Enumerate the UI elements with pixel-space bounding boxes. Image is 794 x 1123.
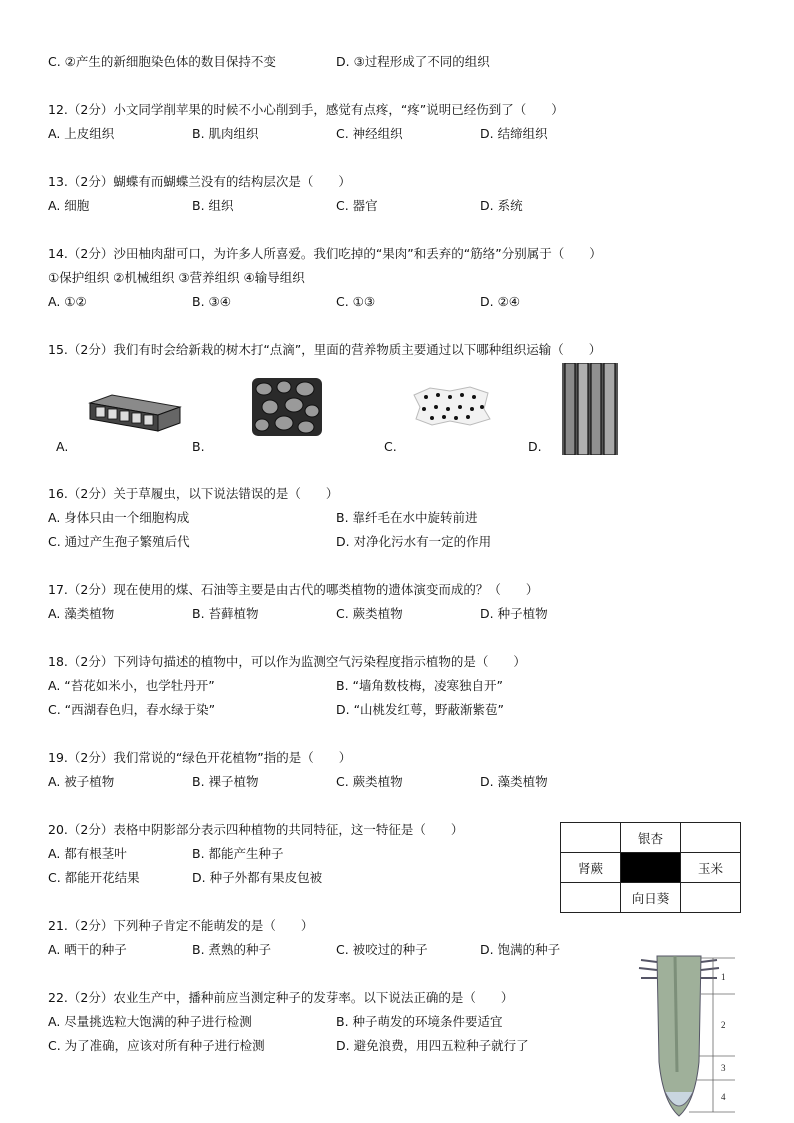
q22-option-c[interactable]: C. 为了准确，应该对所有种子进行检测 xyxy=(48,1038,265,1053)
q20-option-c[interactable]: C. 都能开花结果 xyxy=(48,870,140,885)
root-zone-label-3: 3 xyxy=(721,1063,726,1073)
q14-stem: 14.（2分）沙田柚肉甜可口，为许多人所喜爱。我们吃掉的“果肉”和丢弃的“筋络”分别属于（ ） xyxy=(48,246,602,261)
table-cell-sunflower: 向日葵 xyxy=(621,883,681,913)
tissue-image-b xyxy=(250,375,325,440)
q18-option-b[interactable]: B. “墙角数枝梅，凌寒独自开” xyxy=(336,678,503,693)
q13-option-b[interactable]: B. 组织 xyxy=(192,198,234,213)
table-cell-shaded xyxy=(621,853,681,883)
q19-option-a[interactable]: A. 被子植物 xyxy=(48,774,115,789)
q15-option-d[interactable]: D. xyxy=(528,439,542,454)
q18-option-a[interactable]: A. “苔花如米小，也学牡丹开” xyxy=(48,678,215,693)
table-cell-fern: 肾蕨 xyxy=(561,853,621,883)
tissue-image-a xyxy=(88,385,183,435)
q11-option-d: D. ③过程形成了不同的组织 xyxy=(336,54,490,69)
q19-option-c[interactable]: C. 蕨类植物 xyxy=(336,774,403,789)
q18-option-d[interactable]: D. “山桃发红萼，野蔽渐紫苞” xyxy=(336,702,505,717)
q12-option-a[interactable]: A. 上皮组织 xyxy=(48,126,115,141)
q12-option-b[interactable]: B. 肌肉组织 xyxy=(192,126,259,141)
q20-stem: 20.（2分）表格中阴影部分表示四种植物的共同特征，这一特征是（ ） xyxy=(48,822,464,837)
q16-option-d[interactable]: D. 对净化污水有一定的作用 xyxy=(336,534,492,549)
q19-option-b[interactable]: B. 裸子植物 xyxy=(192,774,259,789)
q20-option-d[interactable]: D. 种子外都有果皮包被 xyxy=(192,870,323,885)
q13-option-c[interactable]: C. 器官 xyxy=(336,198,378,213)
q21-option-b[interactable]: B. 煮熟的种子 xyxy=(192,942,272,957)
q13-option-d[interactable]: D. 系统 xyxy=(480,198,523,213)
q17-option-b[interactable]: B. 苔藓植物 xyxy=(192,606,259,621)
plant-feature-table xyxy=(560,822,741,913)
q14-option-a[interactable]: A. ①② xyxy=(48,294,87,309)
q16-stem: 16.（2分）关于草履虫，以下说法错误的是（ ） xyxy=(48,486,339,501)
q12-stem: 12.（2分）小文同学削苹果的时候不小心削到手，感觉有点疼，“疼”说明已经伤到了（ ） xyxy=(48,102,564,117)
q20-option-b[interactable]: B. 都能产生种子 xyxy=(192,846,284,861)
tissue-image-d xyxy=(562,363,618,455)
table-cell-empty xyxy=(561,883,621,913)
table-cell-empty xyxy=(681,883,741,913)
q14-tissue-list: ①保护组织 ②机械组织 ③营养组织 ④输导组织 xyxy=(48,270,305,285)
q22-stem: 22.（2分）农业生产中，播种前应当测定种子的发芽率。以下说法正确的是（ ） xyxy=(48,990,514,1005)
q13-option-a[interactable]: A. 细胞 xyxy=(48,198,90,213)
q15-option-a[interactable]: A. xyxy=(56,439,69,454)
table-cell-corn: 玉米 xyxy=(681,853,741,883)
q18-stem: 18.（2分）下列诗句描述的植物中，可以作为监测空气污染程度指示植物的是（ ） xyxy=(48,654,526,669)
q12-option-c[interactable]: C. 神经组织 xyxy=(336,126,403,141)
q17-option-d[interactable]: D. 种子植物 xyxy=(480,606,548,621)
q22-option-d[interactable]: D. 避免浪费，用四五粒种子就行了 xyxy=(336,1038,529,1053)
q15-stem: 15.（2分）我们有时会给新栽的树木打“点滴”，里面的营养物质主要通过以下哪种组织运输（ ） xyxy=(48,342,602,357)
q16-option-a[interactable]: A. 身体只由一个细胞构成 xyxy=(48,510,190,525)
q14-option-b[interactable]: B. ③④ xyxy=(192,294,231,309)
q21-option-a[interactable]: A. 晒干的种子 xyxy=(48,942,127,957)
q16-option-b[interactable]: B. 靠纤毛在水中旋转前进 xyxy=(336,510,478,525)
q12-option-d[interactable]: D. 结缔组织 xyxy=(480,126,548,141)
q16-option-c[interactable]: C. 通过产生孢子繁殖后代 xyxy=(48,534,190,549)
q14-option-d[interactable]: D. ②④ xyxy=(480,294,520,309)
root-tip-figure xyxy=(635,952,745,1120)
q15-option-c[interactable]: C. xyxy=(384,439,397,454)
q22-option-a[interactable]: A. 尽量挑选粒大饱满的种子进行检测 xyxy=(48,1014,252,1029)
root-zone-label-4: 4 xyxy=(721,1092,726,1102)
table-cell-ginkgo: 银杏 xyxy=(621,823,681,853)
q15-option-b[interactable]: B. xyxy=(192,439,205,454)
q21-option-d[interactable]: D. 饱满的种子 xyxy=(480,942,561,957)
root-zone-label-2: 2 xyxy=(721,1020,726,1030)
q22-option-b[interactable]: B. 种子萌发的环境条件要适宜 xyxy=(336,1014,503,1029)
q18-option-c[interactable]: C. “西湖春色归，春水绿于染” xyxy=(48,702,216,717)
q17-option-c[interactable]: C. 蕨类植物 xyxy=(336,606,403,621)
tissue-image-c xyxy=(410,385,492,427)
q21-option-c[interactable]: C. 被咬过的种子 xyxy=(336,942,428,957)
q19-option-d[interactable]: D. 藻类植物 xyxy=(480,774,548,789)
q21-stem: 21.（2分）下列种子肯定不能萌发的是（ ） xyxy=(48,918,314,933)
q11-option-c: C. ②产生的新细胞染色体的数目保持不变 xyxy=(48,54,276,69)
table-cell-empty xyxy=(681,823,741,853)
q13-stem: 13.（2分）蝴蝶有而蝴蝶兰没有的结构层次是（ ） xyxy=(48,174,351,189)
root-zone-label-1: 1 xyxy=(721,972,726,982)
q14-option-c[interactable]: C. ①③ xyxy=(336,294,376,309)
q20-option-a[interactable]: A. 都有根茎叶 xyxy=(48,846,127,861)
table-cell-empty xyxy=(561,823,621,853)
q19-stem: 19.（2分）我们常说的“绿色开花植物”指的是（ ） xyxy=(48,750,352,765)
q17-option-a[interactable]: A. 藻类植物 xyxy=(48,606,115,621)
q17-stem: 17.（2分）现在使用的煤、石油等主要是由古代的哪类植物的遗体演变而成的？（ ） xyxy=(48,582,539,597)
